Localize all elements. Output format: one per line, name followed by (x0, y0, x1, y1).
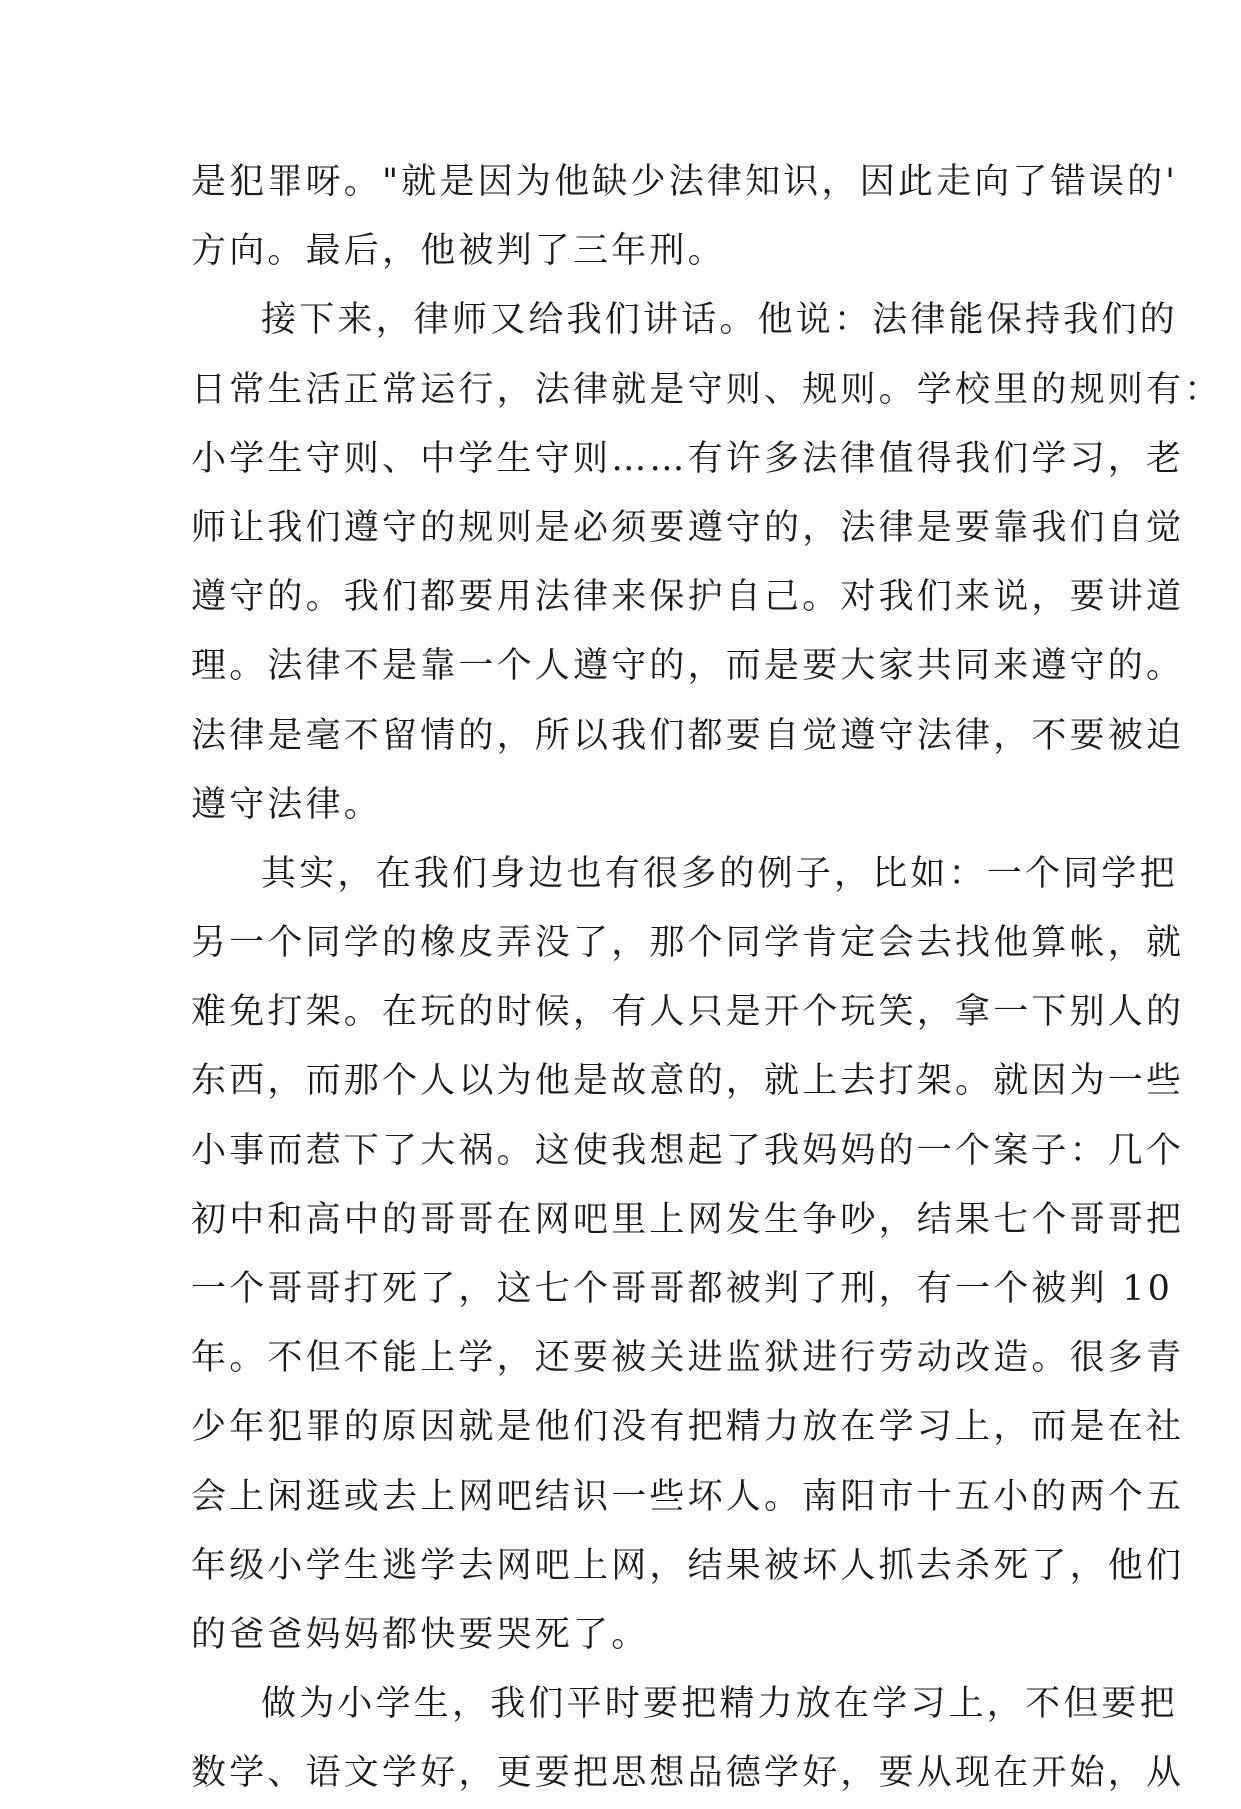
text-line: 遵守法律。 (191, 784, 383, 825)
body-text (191, 148, 1223, 1809)
text-line: 小事而惹下了大祸。这使我想起了我妈妈的一个案子：几个 (191, 1130, 1185, 1171)
text-line: 难免打架。在玩的时候，有人只是开个玩笑，拿一下别人的 (191, 992, 1185, 1033)
text-line: 年。不但不能上学，还要被关进监狱进行劳动改造。很多青 (191, 1338, 1185, 1379)
text-line: 师让我们遵守的规则是必须要遵守的，法律是要靠我们自觉 (191, 507, 1185, 548)
paragraph-start-line: 接下来，律师又给我们讲话。他说：法律能保持我们的 (261, 300, 1178, 341)
paragraph-start-line: 其实，在我们身边也有很多的例子，比如：一个同学把 (261, 853, 1178, 894)
text-line: 东西，而那个人以为他是故意的，就上去打架。就因为一些 (191, 1061, 1185, 1102)
text-line: 另一个同学的橡皮弄没了，那个同学肯定会去找他算帐，就 (191, 923, 1185, 964)
text-line: 理。法律不是靠一个人遵守的，而是要大家共同来遵守的。 (191, 646, 1185, 687)
text-line: 小学生守则、中学生守则……有许多法律值得我们学习，老 (191, 438, 1185, 479)
text-line: 少年犯罪的原因就是他们没有把精力放在学习上，而是在社 (191, 1407, 1185, 1448)
text-line: 法律是毫不留情的，所以我们都要自觉遵守法律，不要被迫 (191, 715, 1185, 756)
text-line: 会上闲逛或去上网吧结识一些坏人。南阳市十五小的两个五 (191, 1476, 1185, 1517)
text-line: 日常生活正常运行，法律就是守则、规则。学校里的规则有： (191, 369, 1223, 410)
text-line: 是犯罪呀。"就是因为他缺少法律知识，因此走向了错误的' (191, 162, 1179, 202)
text-line: 年级小学生逃学去网吧上网，结果被坏人抓去杀死了，他们 (191, 1545, 1185, 1586)
text-line: 遵守的。我们都要用法律来保护自己。对我们来说，要讲道 (191, 577, 1185, 618)
text-line: 一个哥哥打死了，这七个哥哥都被判了刑，有一个被判 10 (191, 1269, 1174, 1309)
text-line: 数学、语文学好，更要把思想品德学好，要从现在开始，从 (191, 1753, 1185, 1794)
text-line: 方向。最后，他被判了三年刑。 (191, 231, 726, 272)
paragraph-start-line: 做为小学生，我们平时要把精力放在学习上，不但要把 (261, 1684, 1178, 1725)
text-line: 的爸爸妈妈都快要哭死了。 (191, 1614, 650, 1655)
text-line: 初中和高中的哥哥在网吧里上网发生争吵，结果七个哥哥把 (191, 1199, 1185, 1240)
